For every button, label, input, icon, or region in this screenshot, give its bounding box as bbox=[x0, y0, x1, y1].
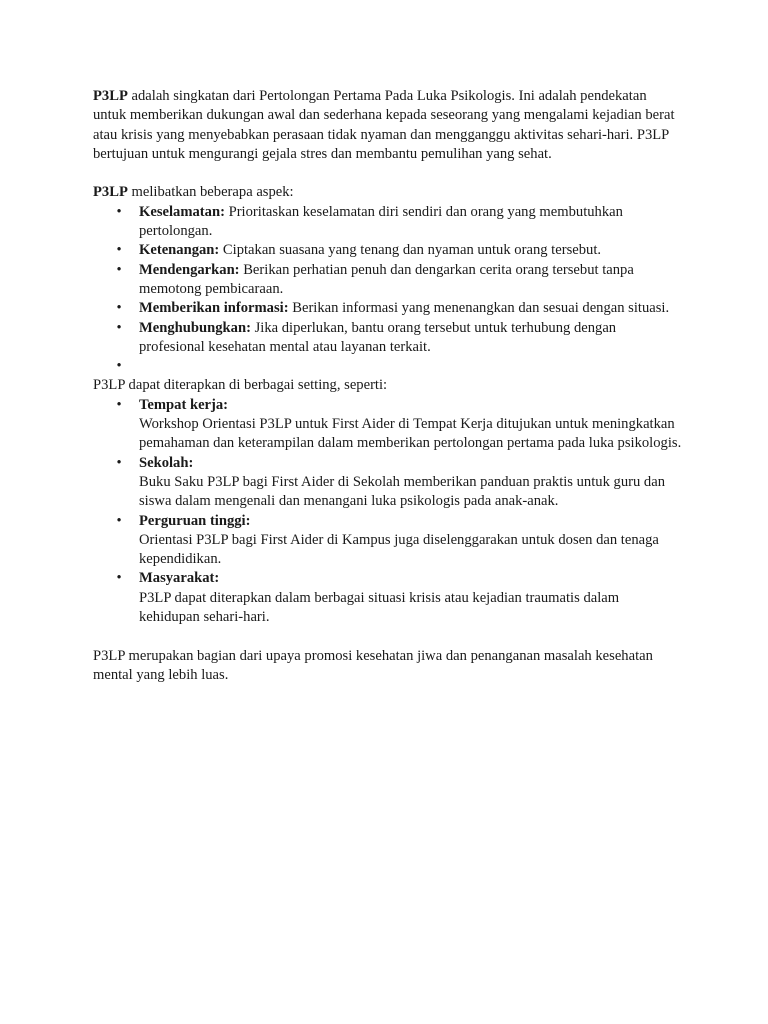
bullet-icon: • bbox=[116, 512, 122, 529]
bullet-icon: • bbox=[116, 203, 122, 220]
list-item bbox=[116, 203, 683, 242]
list-item-text: Jika diperlukan, bantu orang tersebut untuk terhubung dengan profesional kesehatan mental atau layanan terkait. bbox=[139, 319, 617, 355]
settings-lead: P3LP dapat diterapkan di berbagai setting, seperti: bbox=[93, 377, 388, 394]
list-item bbox=[116, 396, 683, 454]
list-item-text: Berikan perhatian penuh dan dengarkan cerita orang tersebut tanpa memotong pembicaraan. bbox=[139, 261, 634, 297]
list-item-text: Buku Saku P3LP bagi First Aider di Sekolah memberikan panduan praktis untuk guru dan siswa dalam mengenali dan menangani luka psikologis pada anak-anak. bbox=[139, 473, 665, 510]
settings-list bbox=[93, 396, 683, 628]
list-item-text: Ciptakan suasana yang tenang dan nyaman untuk orang tersebut. bbox=[219, 242, 602, 259]
list-item bbox=[116, 241, 683, 260]
empty-list-item bbox=[116, 357, 683, 376]
bullet-icon: • bbox=[116, 261, 122, 278]
aspects-lead bbox=[93, 183, 683, 202]
list-item-label: Memberikan informasi: bbox=[139, 300, 289, 317]
intro-text: adalah singkatan dari Pertolongan Pertama Pada Luka Psikologis. Ini adalah pendekatan untuk memberikan dukungan awal dan sederhana kepada seseorang yang mengalami kejadian berat atau krisis yang menyebabkan perasaan tidak nyaman dan mengganggu aktivitas sehari-hari. P3LP bertujuan untuk mengurangi gejala stres dan membantu pemulihan yang sehat. bbox=[93, 88, 675, 162]
bullet-icon: • bbox=[116, 319, 122, 336]
bullet-icon: • bbox=[116, 358, 122, 375]
list-item-label: Masyarakat: bbox=[139, 570, 220, 587]
bullet-icon: • bbox=[116, 396, 122, 413]
aspects-list bbox=[93, 203, 683, 377]
aspects-lead-text: melibatkan beberapa aspek: bbox=[127, 184, 294, 201]
list-item bbox=[116, 319, 683, 358]
bullet-icon: • bbox=[116, 300, 122, 317]
list-item bbox=[116, 261, 683, 300]
bullet-icon: • bbox=[116, 454, 122, 471]
paragraph-spacer bbox=[93, 164, 683, 183]
list-item-text: Workshop Orientasi P3LP untuk First Aider di Tempat Kerja ditujukan untuk meningkatkan pemahaman dan keterampilan dalam memberikan pertolongan pertama pada luka psikologis. bbox=[139, 416, 682, 452]
closing-paragraph: P3LP merupakan bagian dari upaya promosi kesehatan jiwa dan penanganan masalah kesehatan mental yang lebih luas. bbox=[93, 647, 653, 683]
list-item-label: Ketenangan: bbox=[139, 242, 220, 259]
list-item bbox=[116, 299, 683, 318]
list-item-text: Prioritaskan keselamatan diri sendiri dan orang yang membutuhkan pertolongan. bbox=[139, 203, 623, 240]
list-item bbox=[116, 569, 683, 627]
intro-paragraph bbox=[93, 87, 683, 164]
list-item bbox=[116, 454, 683, 512]
list-item-label: Keselamatan: bbox=[139, 203, 225, 220]
paragraph-spacer bbox=[93, 627, 683, 646]
list-item-label: Sekolah: bbox=[139, 454, 194, 471]
list-item-label: Tempat kerja: bbox=[139, 396, 229, 413]
list-item-text: P3LP dapat diterapkan dalam berbagai situasi krisis atau kejadian traumatis dalam kehidupan sehari-hari. bbox=[139, 589, 620, 626]
bullet-icon: • bbox=[116, 570, 122, 587]
list-item-text: Orientasi P3LP bagi First Aider di Kampus juga diselenggarakan untuk dosen dan tenaga kependidikan. bbox=[139, 531, 659, 568]
bullet-icon: • bbox=[116, 242, 122, 259]
list-item-label: Mendengarkan: bbox=[139, 261, 240, 278]
aspects-term: P3LP bbox=[93, 184, 128, 201]
intro-term: P3LP bbox=[93, 88, 128, 104]
list-item-text: Berikan informasi yang menenangkan dan sesuai dengan situasi. bbox=[288, 300, 670, 317]
list-item-label: Perguruan tinggi: bbox=[139, 512, 251, 529]
document-body bbox=[93, 87, 683, 685]
list-item-label: Menghubungkan: bbox=[139, 319, 251, 336]
list-item bbox=[116, 512, 683, 570]
